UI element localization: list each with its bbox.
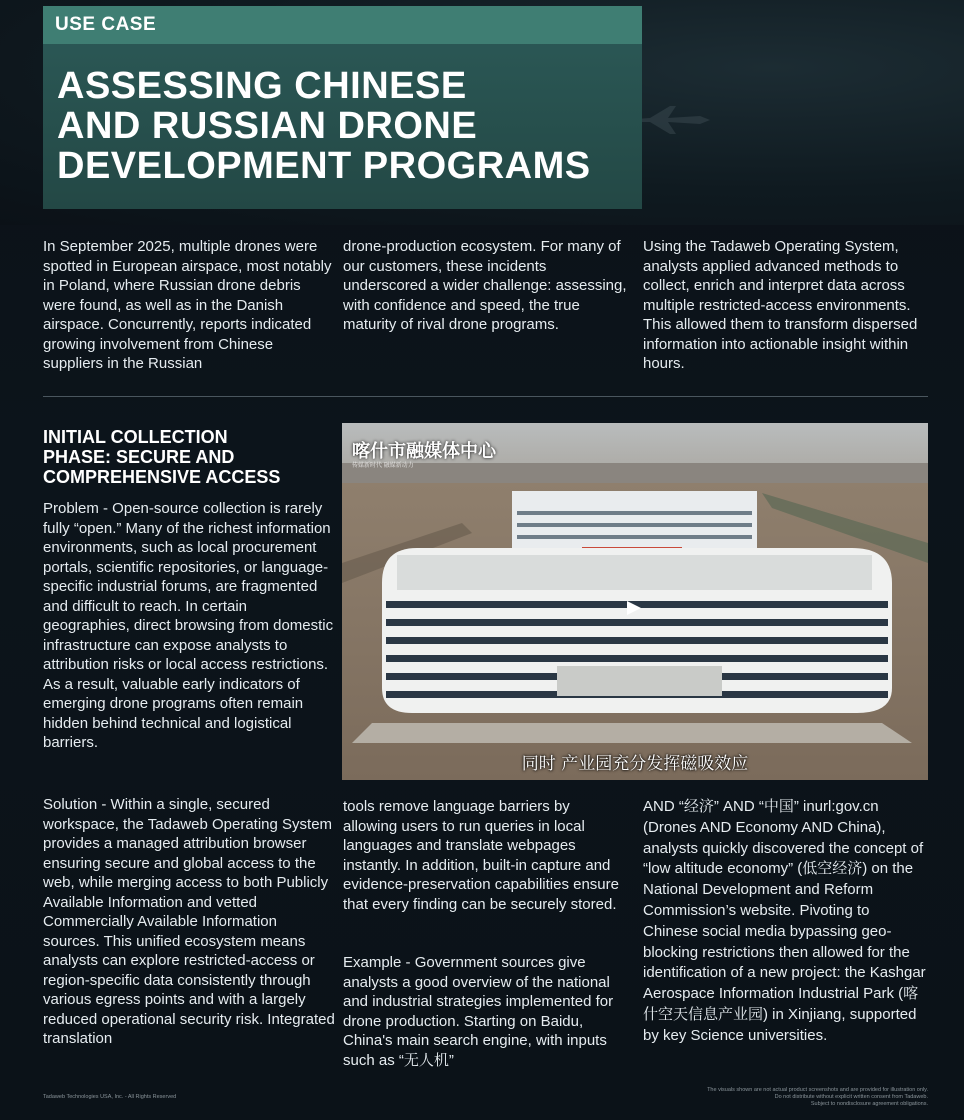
title-line-3: DEVELOPMENT PROGRAMS (57, 145, 591, 187)
example-continued: AND “经济” AND “中国” inurl:gov.cn (Drones AND Economy AND China), analysts quickly discovered the concept of “low altitude economy” (低空经济) on the National Development and Reform Commission’s website. Pivoting to Chinese social media bypassing geo-blocking restrictions then allowed for the identification of a new project: the Kashgar Aerospace Information Industrial Park (喀什空天信息产业园) in Xinjiang, supported by key Science universities. (643, 798, 926, 1044)
solution-paragraph: Solution - Within a single, secured workspace, the Tadaweb Operating System provides a managed attribution browser ensuring secure and global access to the web, while merging access to both Publicly Available Information and vetted Commercially Available Information sources. This unified ecosystem means analysts can explore restricted-access or region-specific data consistently through various egress points and with a largely reduced operational security risk. Integrated translation (43, 796, 335, 1047)
section-divider (43, 396, 928, 397)
use-case-tag (43, 6, 642, 44)
title-line-1: ASSESSING CHINESE (57, 65, 467, 107)
disclaimer (628, 1087, 928, 1108)
disclaimer-line-2: Do not distribute without explicit written consent from Tadaweb. (774, 1094, 928, 1100)
intro-column-1: In September 2025, multiple drones were spotted in European airspace, most notably in Poland, where Russian drone debris were found, as well as in the Danish airspace. Concurrently, reports indicated growing involvement from Chinese suppliers in the Russian (43, 238, 332, 372)
disclaimer-line-3: Subject to nondisclosure agreement obligations. (810, 1101, 928, 1107)
title-line-2: AND RUSSIAN DRONE (57, 105, 478, 147)
intro-column-3: Using the Tadaweb Operating System, analysts applied advanced methods to collect, enrich and interpret data across multiple restricted-access environments. This allowed them to transform dispersed information into actionable insight within hours. (643, 238, 918, 372)
intro-column-2: drone-production ecosystem. For many of our customers, these incidents underscored a wider challenge: assessing, with confidence and speed, the true maturity of rival drone programs. (343, 238, 627, 333)
solution-continued: tools remove language barriers by allowing users to run queries in local languages and translate webpages instantly. In addition, built-in capture and evidence-preservation capabilities ensure that every finding can be securely stored. (343, 798, 619, 913)
disclaimer-line-1: The visuals shown are not actual product screenshots and are provided for illustration only. (707, 1087, 928, 1093)
use-case-label: USE CASE (55, 14, 157, 35)
photo-overlay-subtitle: 传媒新时代 融媒新动力 (352, 463, 414, 469)
section-title-line-1: INITIAL COLLECTION (43, 427, 228, 447)
example-paragraph: Example - Government sources give analysts a good overview of the national and industrial strategies implemented for drone production. Starting on Baidu, China's main search engine, with inputs such as “无人机” (343, 954, 614, 1069)
photo-caption: 同时 产业园充分发挥磁吸效应 (521, 754, 749, 774)
page-title (57, 66, 637, 186)
section-title-line-3: COMPREHENSIVE ACCESS (43, 467, 281, 487)
building-photo (342, 423, 928, 780)
section-title-line-2: PHASE: SECURE AND (43, 447, 235, 467)
section-title (43, 427, 333, 487)
photo-overlay-title: 喀什市融媒体中心 (352, 441, 496, 462)
copyright-notice: Tadaweb Technologies USA, Inc. - All Rights Reserved (43, 1094, 177, 1100)
problem-paragraph: Problem - Open-source collection is rarely fully “open.” Many of the richest information environments, such as local procurement portals, scientific repositories, or language-specific industrial forums, are fragmented and difficult to reach. In certain geographies, direct browsing from domestic infrastructure can expose analysts to attribution risks or local access restrictions. As a result, valuable early indicators of emerging drone programs often remain hidden behind technical and logistical barriers. (43, 500, 334, 751)
aerial-building-illustration (342, 423, 928, 780)
